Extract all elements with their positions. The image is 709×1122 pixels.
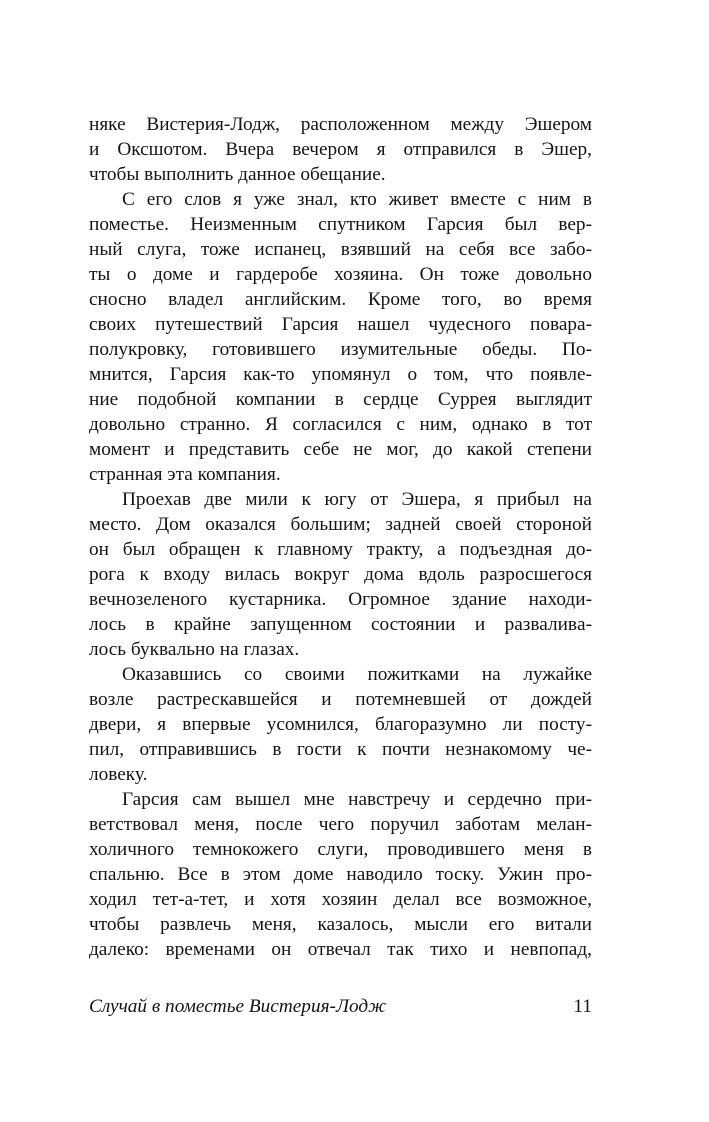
text-line: сносно владел английским. Кроме того, во время: [89, 289, 592, 310]
text-line: довольно странно. Я согласился с ним, однако в тот: [89, 414, 592, 435]
text-line: странная эта компания.: [89, 464, 281, 485]
text-line: няке Вистерия-Лодж, расположенном между Эшером: [89, 114, 592, 135]
text-line: чтобы развлечь меня, казалось, мысли его витали: [89, 914, 592, 935]
text-line: возле растрескавшейся и потемневшей от дождей: [89, 689, 592, 710]
text-line: ходил тет-а-тет, и хотя хозяин делал все возможное,: [89, 889, 592, 910]
text-line: место. Дом оказался большим; задней своей стороной: [89, 514, 592, 535]
text-line: мнится, Гарсия как-то упомянул о том, что появле-: [89, 364, 592, 385]
text-line: ты о доме и гардеробе хозяина. Он тоже довольно: [89, 264, 592, 285]
text-line: холичного темнокожего слуги, проводившего меня в: [89, 839, 592, 860]
text-line: ный слуга, тоже испанец, взявший на себя все забо-: [89, 239, 592, 260]
text-line: ние подобной компании в сердце Суррея выглядит: [89, 389, 592, 410]
text-line: момент и представить себе не мог, до какой степени: [89, 439, 592, 460]
text-line: спальню. Все в этом доме наводило тоску. Ужин про-: [89, 864, 592, 885]
text-line: вечнозеленого кустарника. Огромное здание находи-: [89, 589, 592, 610]
paragraph-first-line: Гарсия сам вышел мне навстречу и сердечно при-: [122, 789, 592, 810]
text-line: он был обращен к главному тракту, а подъездная до-: [89, 539, 592, 560]
text-line: рога к входу вилась вокруг дома вдоль разросшегося: [89, 564, 592, 585]
text-line: ветствовал меня, после чего поручил заботам мелан-: [89, 814, 592, 835]
text-line: своих путешествий Гарсия нашел чудесного повара-: [89, 314, 592, 335]
text-line: ловеку.: [89, 764, 148, 785]
text-line: и Оксшотом. Вчера вечером я отправился в Эшер,: [89, 139, 592, 160]
text-line: двери, я впервые усомнился, благоразумно ли посту-: [89, 714, 592, 735]
page-number: 11: [573, 996, 592, 1017]
text-line: пил, отправившись в гости к почти незнакомому че-: [89, 739, 592, 760]
text-line: полукровку, готовившего изумительные обеды. По-: [89, 339, 592, 360]
text-line: далеко: временами он отвечал так тихо и невпопад,: [89, 939, 592, 960]
running-title: Случай в поместье Вистерия-Лодж: [89, 996, 387, 1017]
text-line: чтобы выполнить данное обещание.: [89, 164, 386, 185]
text-line: лось в крайне запущенном состоянии и разваливa-: [89, 614, 592, 635]
text-line: поместье. Неизменным спутником Гарсия был вер-: [89, 214, 592, 235]
paragraph-first-line: Оказавшись со своими пожитками на лужайке: [122, 664, 592, 685]
paragraph-first-line: С его слов я уже знал, кто живет вместе с ним в: [122, 189, 592, 210]
paragraph-first-line: Проехав две мили к югу от Эшера, я прибыл на: [122, 489, 592, 510]
text-line: лось буквально на глазах.: [89, 639, 300, 660]
